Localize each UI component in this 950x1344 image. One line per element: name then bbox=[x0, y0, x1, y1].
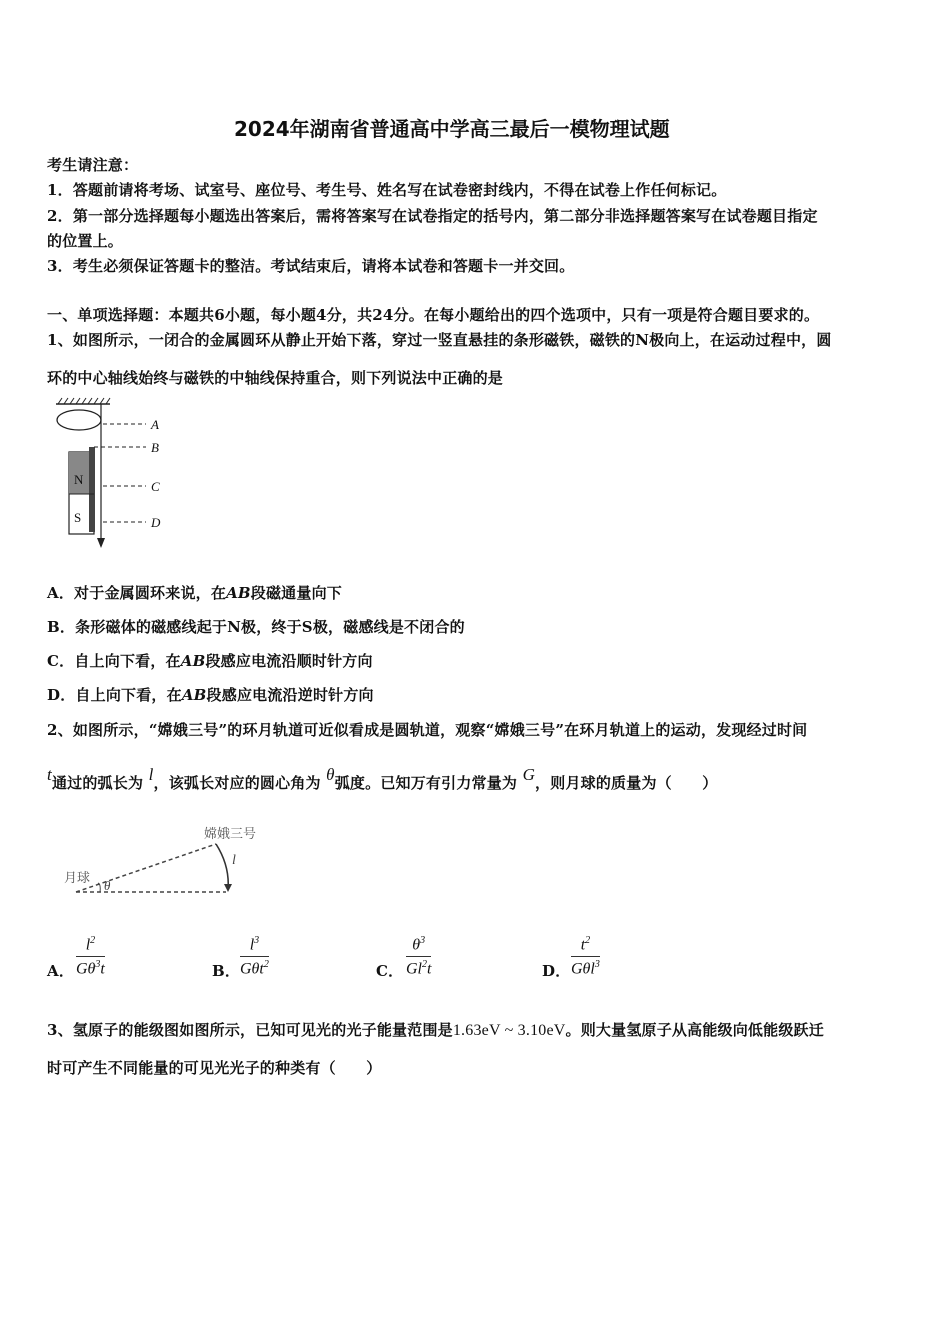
notice-item-3: 3．考生必须保证答题卡的整洁。考试结束后，请将本试卷和答题卡一并交回。 bbox=[47, 257, 575, 275]
q1-option-d: D．自上向下看，在AB段感应电流沿逆时针方向 bbox=[47, 686, 374, 704]
q1-stem-line2: 环的中心轴线始终与磁铁的中轴线保持重合，则下列说法中正确的是 bbox=[47, 369, 504, 387]
var-g: G bbox=[522, 765, 536, 784]
q1-magnet-figure bbox=[48, 392, 178, 552]
q1-option-b: B．条形磁体的磁感线起于N极，终于S极，磁感线是不闭合的 bbox=[47, 618, 465, 636]
notice-item-2: 2．第一部分选择题每小题选出答案后，需将答案写在试卷指定的括号内，第二部分非选择题答案写在试卷题目指定 bbox=[47, 207, 818, 225]
var-l: l bbox=[148, 765, 154, 784]
level-b-label: B bbox=[151, 440, 159, 455]
angle-label: θ bbox=[104, 878, 111, 893]
notice-item-2-cont: 的位置上。 bbox=[47, 232, 124, 250]
moon-label: 月球 bbox=[64, 871, 91, 886]
level-c-label: C bbox=[151, 479, 160, 494]
q1-option-a: A．对于金属圆环来说，在AB段磁通量向下 bbox=[47, 584, 342, 602]
q2-option-d-fraction: $t^2$ Gθl$^3$ bbox=[571, 935, 600, 978]
q2-stem-line2: t通过的弧长为 l，该弧长对应的圆心角为 θ弧度。已知万有引力常量为 G，则月球的质量为（ ） bbox=[47, 765, 718, 792]
q2-option-d-letter: D． bbox=[542, 962, 571, 980]
magnet-north-label: N bbox=[74, 472, 84, 487]
page-title: 2024年湖南省普通高中学高三最后一模物理试题 bbox=[234, 117, 670, 141]
magnet-south-label: S bbox=[74, 510, 82, 525]
notice-heading: 考生请注意： bbox=[47, 156, 139, 174]
q2-option-a-letter: A． bbox=[47, 962, 75, 980]
energy-range: 1.63eV ~ 3.10eV bbox=[452, 1022, 566, 1039]
q2-orbit-figure bbox=[60, 820, 280, 900]
notice-item-1: 1．答题前请将考场、试室号、座位号、考生号、姓名写在试卷密封线内，不得在试卷上作任何标记。 bbox=[47, 181, 727, 199]
q2-option-a-fraction: $\frac{l^2}{G\theta^3t}$ bbox=[76, 935, 105, 978]
var-theta: θ bbox=[326, 765, 335, 784]
q2-stem-line1: 2、如图所示，“嫦娥三号”的环月轨道可近似看成是圆轨道，观察“嫦娥三号”在环月轨道上的运动，发现经过时间 bbox=[47, 721, 808, 739]
level-d-label: D bbox=[151, 515, 161, 530]
var-t: t bbox=[47, 765, 52, 784]
section-heading: 一、单项选择题：本题共6小题，每小题4分，共24分。在每小题给出的四个选项中，只有一项是符合题目要求的。 bbox=[47, 306, 820, 324]
q2-option-b-fraction: $l^3$ Gθt$^2$ bbox=[240, 935, 269, 978]
q2-option-b-letter: B． bbox=[212, 962, 241, 980]
q1-stem-line1: 1、如图所示，一闭合的金属圆环从静止开始下落，穿过一竖直悬挂的条形磁铁，磁铁的N极向上，在运动过程中，圆 bbox=[47, 331, 832, 349]
q2-option-c-fraction: $\frac{\theta^3}{Gl^2t}$ bbox=[406, 935, 432, 978]
q1-option-c: C．自上向下看，在AB段感应电流沿顺时针方向 bbox=[47, 652, 373, 670]
q3-stem-line1: 3、氢原子的能级图如图所示，已知可见光的光子能量范围是1.63eV ~ 3.10eV。则大量氢原子从高能级向低能级跃迁 bbox=[47, 1021, 824, 1039]
q3-stem-line2: 时可产生不同能量的可见光光子的种类有（ ） bbox=[47, 1059, 382, 1077]
probe-label: 嫦娥三号 bbox=[204, 827, 257, 842]
q2-option-c-letter: C． bbox=[376, 962, 404, 980]
level-a-label: A bbox=[151, 417, 159, 432]
arc-label: l bbox=[232, 853, 236, 868]
